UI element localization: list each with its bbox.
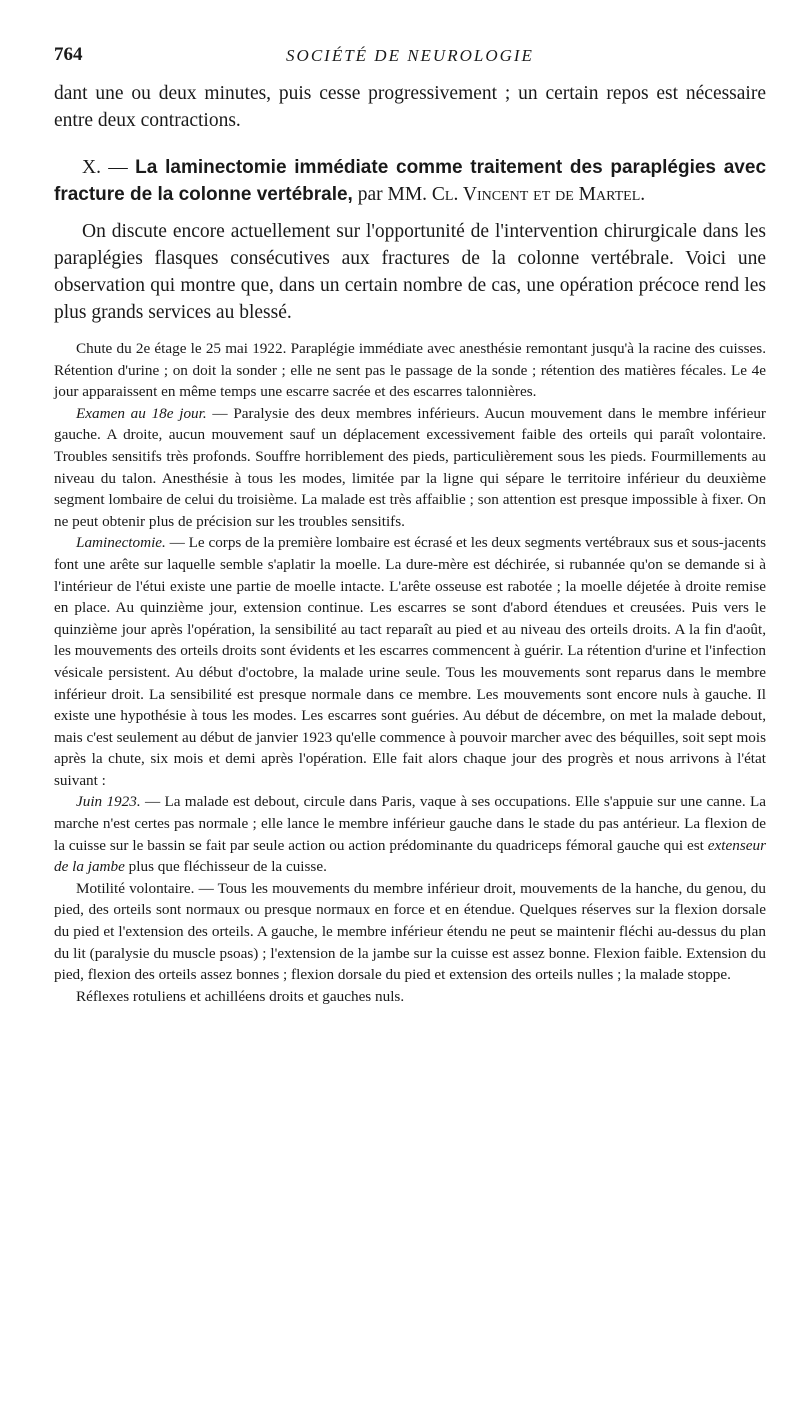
document-page xyxy=(54,44,766,1007)
running-head: SOCIÉTÉ DE NEUROLOGIE xyxy=(286,46,534,65)
observation-lead: Laminectomie. xyxy=(76,534,166,552)
authors-prefix: par MM. xyxy=(357,184,428,205)
observation-paragraph xyxy=(54,338,766,403)
summary-paragraph: On discute encore actuellement sur l'opportunité de l'intervention chirurgicale dans les paraplégies flasques consécutives aux fractures de la colonne vertébrale. Voici une observation qui montre que, dans un certain nombre de cas, une opération précoce rend les plus grands services au blessé. xyxy=(54,221,766,323)
observation-text: Motilité volontaire. — Tous les mouvements du membre inférieur droit, mouvements de la hanche, du genou, du pied, des orteils sont normaux ou presque normaux en force et en étendue. Quelques réserves sur la flexion dorsale du pied et l'extension des orteils. A gauche, le membre inférieur étendu ne peut se maintenir fléchi au-dessus du plan du lit (paralysie du muscle psoas) ; l'extension de la jambe sur la cuisse est assez bonne. Flexion faible. Extension du pied, flexion des orteils assez bonnes ; flexion dorsale du pied et extension des orteils nulles ; la malade stoppe. xyxy=(54,879,766,984)
observation-text: — Le corps de la première lombaire est écrasé et les deux segments vertébraux sus et sous-jacents font une arête sur laquelle semble s'aplatir la moelle. La dure-mère est déchirée, si rubannée qu'on se demande si à l'intérieur de l'étui existe une partie de moelle intacte. L'arête osseuse est rabotée ; la moelle déjetée à droite remise en place. Au quinzième jour, extension continue. Les escarres se sont d'abord étendues et creusées. Puis vers le quinzième jour après l'opération, la sensibilité au tact reparaît au pied et au niveau des orteils droits. A la fin d'août, les mouvements des orteils droits sont évidents et les escarres commencent à guérir. La rétention d'urine et l'infection vésicale persistent. Au début d'octobre, la malade urine seule. Tous les mouvements sont reparus dans le membre inférieur droit. La sensibilité est presque normale dans ce membre. Les mouvements sont encore nuls à gauche. Il existe une hypothésie à tous les modes. Les escarres sont guéries. Au début de décembre, on met la malade debout, mais c'est seulement au début de janvier 1923 qu'elle commence à pouvoir marcher avec des béquilles, soit sept mois après la chute, six mois et demi après l'opération. Elle fait alors chaque jour des progrès et nous arrivons à l'état suivant : xyxy=(54,534,766,789)
observation-paragraph xyxy=(54,878,766,986)
observation-emphasis: extenseur de la jambe xyxy=(54,836,766,876)
observation-paragraph xyxy=(54,986,766,1008)
observation-lead: Examen au 18e jour. xyxy=(76,404,207,422)
page-number: 764 xyxy=(54,44,83,65)
observation-tail: plus que fléchisseur de la cuisse. xyxy=(124,858,327,876)
intro-paragraph: dant une ou deux minutes, puis cesse progressivement ; un certain repos est nécessaire entre deux contractions. xyxy=(54,83,766,131)
page-header xyxy=(54,44,766,80)
observation-paragraph xyxy=(54,532,766,791)
observation-text: Chute du 2e étage le 25 mai 1922. Paraplégie immédiate avec anesthésie remontant jusqu'à la racine des cuisses. Rétention d'urine ; on doit la sonder ; elle ne sent pas le passage de la sonde ; rétention des matières fécales. Le 4e jour apparaissent en même temps une escarre sacrée et des escarres talonnières. xyxy=(54,340,766,401)
article-authors: Cl. Vincent et de Martel. xyxy=(431,184,646,205)
observation-text: Réflexes rotuliens et achilléens droits et gauches nuls. xyxy=(76,987,405,1005)
observation-block xyxy=(54,338,766,1007)
observation-paragraph xyxy=(54,791,766,877)
observation-paragraph xyxy=(54,403,766,533)
observation-text: — La malade est debout, circule dans Paris, vaque à ses occupations. Elle s'appuie sur une canne. La marche n'est certes pas normale ; elle lance le membre inférieur gauche dans le stade du pas antérieur. La flexion de la cuisse sur le bassin se fait par seule action ou action prédominante du quadriceps fémoral gauche qui est xyxy=(54,793,766,854)
article-heading: La laminectomie immédiate comme traitement des paraplégies avec fracture de la colonne vertébrale, xyxy=(54,157,767,205)
article-number: X. — xyxy=(82,157,128,178)
observation-text: — Paralysie des deux membres inférieurs. Aucun mouvement dans le membre inférieur gauche. A droite, aucun mouvement sauf un déplacement excessivement faible des orteils qui paraît volontaire. Troubles sensitifs très profonds. Souffre horriblement des pieds, particulièrement sous les pieds. Fourmillements au niveau du talon. Anesthésie à tous les modes, limitée par la ligne qui sépare le territoire inférieur du deuxième segment lombaire de celui du troisième. La malade est très affaiblie ; son attention est presque impossible à fixer. On ne peut obtenir plus de précision sur les troubles sensitifs. xyxy=(54,404,766,530)
observation-lead: Juin 1923. xyxy=(76,793,141,811)
article-title xyxy=(54,154,766,208)
